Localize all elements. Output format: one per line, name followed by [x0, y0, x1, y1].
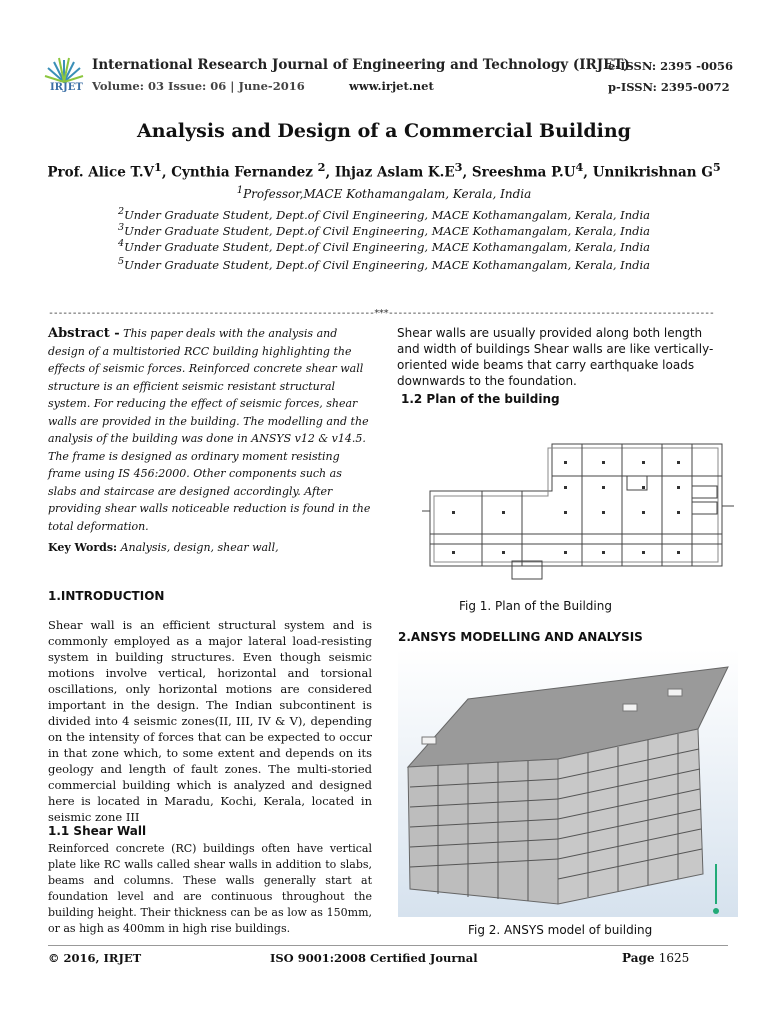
ansys-heading: 2.ANSYS MODELLING AND ANALYSIS	[398, 630, 643, 644]
irjet-logo-text: IRJET	[50, 82, 83, 93]
affiliation-4	[0, 238, 768, 254]
author-name: Unnikrishnan G	[592, 164, 713, 181]
journal-volume: Volume: 03 Issue: 06 | June-2016	[92, 79, 305, 93]
footer-rule	[48, 945, 728, 946]
affiliation-text: Under Graduate Student, Dept.of Civil Engineering, MACE Kothamangalam, Kerala, India	[124, 239, 651, 254]
section-divider: ---------------------------------------------------------------------***---------------------------------------------------------------------	[48, 308, 714, 319]
author-list: Prof. Alice $T.V^1$, Cynthia Fernandez $^2$, Ihjaz Aslam $K.E^3$, Sreeshma $P.U^4$, Unnikrishnan $G^5$	[47, 160, 721, 181]
affiliation-sup: 5	[117, 256, 125, 267]
page-label: Page	[622, 951, 655, 965]
journal-name: International Research Journal of Engineering and Technology (IRJET)	[92, 57, 630, 73]
abstract-text: This paper deals with the analysis and design of a multistoried RCC building highlighting the effects of seismic forces. Reinforced concrete shear wall structure is an efficient seismic resistant structural system. For reducing the effect of seismic forces, shear walls are provided in the building. The modelling and the analysis of the building was done in ANSYS v12 & v14.5. The frame is designed as ordinary moment resisting frame using IS 456:2000. Other components such as slabs and staircase are designed accordingly. After providing shear walls noticeable reduction is found in the total deformation.	[48, 327, 371, 533]
affiliation-text: Professor,MACE Kothamangalam, Kerala, India	[243, 187, 532, 201]
author-sup: 5	[712, 160, 721, 174]
affiliation-sup: 2	[117, 206, 125, 217]
ansys-model-render	[398, 649, 738, 917]
shear-wall-heading: 1.1 Shear Wall	[48, 824, 147, 838]
keywords-label: Key Words:	[48, 541, 118, 554]
intro-heading: 1.INTRODUCTION	[48, 589, 165, 603]
page-number: 1625	[658, 951, 690, 965]
footer-page	[622, 951, 689, 965]
fig1-caption: Fig 1. Plan of the Building	[459, 599, 612, 613]
footer-copyright: © 2016, IRJET	[48, 951, 142, 965]
affiliation-sup: 4	[117, 238, 125, 249]
affiliation-text: Under Graduate Student, Dept.of Civil Engineering, MACE Kothamangalam, Kerala, India	[124, 257, 651, 272]
affiliation-sup: 1	[236, 185, 244, 196]
shear-wall-continued-text: Shear walls are usually provided along both length and width of buildings Shear walls are like vertically-oriented wide beams that carry earthquake loads downwards to the foundation.	[397, 326, 714, 388]
journal-website[interactable]: www.irjet.net	[349, 79, 434, 93]
author-sup: 1	[154, 160, 162, 174]
p-issn: p-ISSN: 2395-0072	[608, 80, 730, 94]
keywords	[48, 541, 279, 554]
fig2-caption: Fig 2. ANSYS model of building	[468, 923, 653, 937]
affiliation-2	[0, 206, 768, 222]
shear-wall-text: Reinforced concrete (RC) buildings often have vertical plate like RC walls called shear walls in addition to slabs, beams and columns. These walls generally start at foundation level and are continuous throughout the building height. Their thickness can be as low as 150mm, or as high as 400mm in high rise buildings.	[48, 842, 372, 935]
author-sup: 3	[454, 160, 463, 174]
affiliation-sup: 3	[117, 222, 125, 233]
author-name: Cynthia Fernandez	[171, 164, 318, 181]
irjet-logo	[40, 52, 88, 96]
abstract-label: Abstract -	[48, 326, 120, 341]
keywords-text: Analysis, design, shear wall,	[120, 541, 279, 554]
figure-plan	[422, 436, 736, 584]
plan-heading: 1.2 Plan of the building	[401, 392, 560, 406]
author-name: Sreeshma P.U	[471, 164, 576, 181]
affiliation-3	[0, 222, 768, 238]
affiliation-5	[0, 256, 768, 272]
floor-plan-drawing	[422, 436, 736, 584]
footer-iso: ISO 9001:2008 Certified Journal	[270, 951, 478, 965]
paper-title: Analysis and Design of a Commercial Building	[137, 120, 631, 142]
author-sup: 2	[317, 160, 326, 174]
affiliation-1	[0, 185, 768, 201]
e-issn: e-ISSN: 2395 -0056	[608, 59, 733, 73]
figure-ansys-model	[398, 649, 738, 917]
author-name: Prof. Alice T.V	[47, 164, 155, 181]
intro-text: Shear wall is an efficient structural system and is commonly employed as a major lateral load-resisting system in building structures. Even though seismic motions involve vertical, horizontal and torsional oscillations, only horizontal motions are considered important in the design. The Indian subcontinent is divided into 4 seismic zones(II, III, IV & V), depending on the intensity of forces that can be expected to occur in that zone which, to some extent and depends on its geology and length of fault zones. The multi-storied commercial building which is analyzed and designed here is located in Maradu, Kochi, Kerala, located in seismic zone III	[48, 618, 372, 824]
affiliation-text: Under Graduate Student, Dept.of Civil Engineering, MACE Kothamangalam, Kerala, India	[124, 223, 651, 238]
author-sup: 4	[575, 160, 584, 174]
abstract	[48, 325, 373, 535]
affiliation-text: Under Graduate Student, Dept.of Civil Engineering, MACE Kothamangalam, Kerala, India	[124, 207, 651, 222]
author-name: Ihjaz Aslam K.E	[334, 164, 455, 181]
